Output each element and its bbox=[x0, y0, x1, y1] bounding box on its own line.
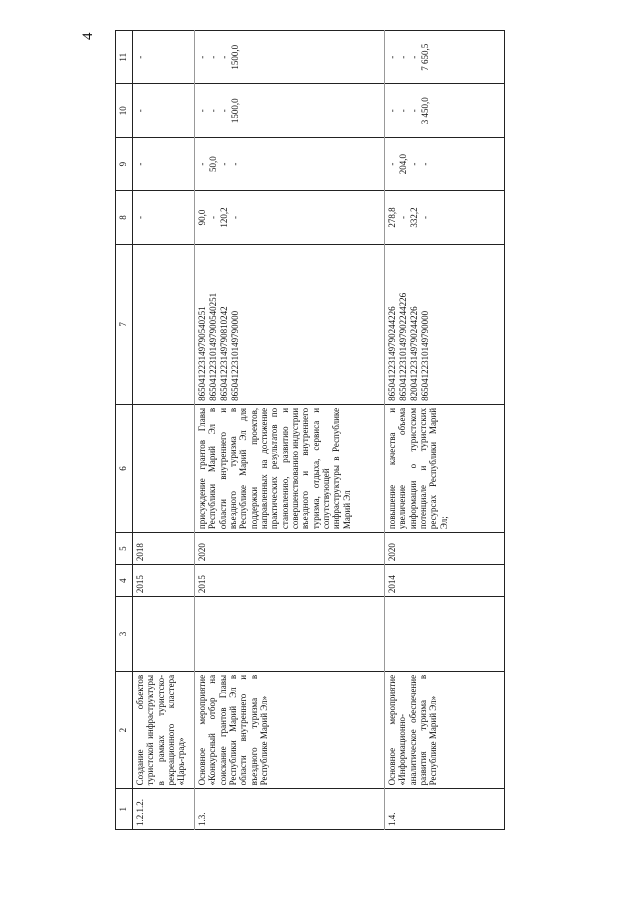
amount: - bbox=[197, 109, 207, 113]
amount: 1500,0 bbox=[230, 98, 240, 124]
amounts-col-8 bbox=[385, 191, 505, 244]
budget-code: 865041223101497900540251 bbox=[208, 292, 218, 401]
amount: - bbox=[208, 109, 218, 113]
row-number: 1.2.1.2. bbox=[133, 789, 195, 830]
col-header-3: 3 bbox=[116, 597, 133, 672]
amount: 332,2 bbox=[409, 207, 419, 228]
budget-code: 86504122310149790000 bbox=[420, 310, 430, 401]
budget-code: 865041223149790244226 bbox=[387, 306, 397, 401]
row-number: 1.4. bbox=[385, 789, 505, 830]
amounts-col-11 bbox=[133, 31, 195, 84]
budget-code: 820041223149790244226 bbox=[409, 306, 419, 401]
budget-code bbox=[135, 248, 146, 401]
amount: 90,0 bbox=[197, 209, 207, 226]
amounts-col-11 bbox=[385, 31, 505, 84]
executor bbox=[133, 597, 195, 672]
col-header-7: 7 bbox=[116, 244, 133, 404]
amount: - bbox=[135, 162, 145, 166]
amount: - bbox=[135, 216, 145, 219]
col-header-10: 10 bbox=[116, 84, 133, 137]
start-year: 2015 bbox=[195, 565, 385, 597]
amount: - bbox=[197, 55, 207, 59]
amounts-col-11 bbox=[195, 31, 385, 84]
header-row bbox=[116, 31, 133, 830]
amount: 7 650,5 bbox=[420, 43, 430, 71]
amount: - bbox=[135, 55, 145, 59]
measure-name: Основное мероприятие «Информационно-аналитическое обеспечение развития туризма в Республике Марий Эл» bbox=[385, 671, 505, 789]
table-row bbox=[133, 31, 195, 830]
amount: 120,2 bbox=[219, 207, 229, 228]
amount: - bbox=[230, 216, 240, 219]
amount: - bbox=[219, 55, 229, 59]
amount: - bbox=[387, 109, 397, 113]
amounts-col-10 bbox=[195, 84, 385, 137]
end-year: 2020 bbox=[385, 533, 505, 565]
amount: - bbox=[208, 55, 218, 59]
table-row bbox=[195, 31, 385, 830]
amount: 3 450,0 bbox=[420, 97, 430, 125]
expected-result: присуждение грантов Главы Республики Марий Эл в области внутреннего и въездного туризма в Республике Марий Эл для поддержки проектов, направленных на достижение практических результатов по становлению, развитию и совершенствованию индустрии въездного и внутреннего туризма, отдыха, сервиса и сопутствующей инфраструктуры в Республике Марий Эл bbox=[195, 404, 385, 532]
amounts-col-8 bbox=[133, 191, 195, 244]
amounts-col-9 bbox=[385, 137, 505, 190]
amounts-col-9 bbox=[195, 137, 385, 190]
table-row bbox=[385, 31, 505, 830]
end-year: 2020 bbox=[195, 533, 385, 565]
amount: - bbox=[230, 162, 240, 166]
end-year: 2018 bbox=[133, 533, 195, 565]
amounts-col-10 bbox=[133, 84, 195, 137]
col-header-11: 11 bbox=[116, 31, 133, 84]
amount: - bbox=[409, 109, 419, 113]
amount: - bbox=[219, 162, 229, 166]
amount: - bbox=[197, 162, 207, 166]
row-number: 1.3. bbox=[195, 789, 385, 830]
amount: 204,0 bbox=[398, 153, 408, 175]
amount: - bbox=[387, 162, 397, 166]
expected-result: повышение качества и увеличение объема информации о туристском потенциале и туристских ресурсах Республики Марий Эл; bbox=[385, 404, 505, 532]
amount: 278,8 bbox=[387, 207, 397, 228]
page-number: 4 bbox=[80, 32, 96, 40]
col-header-2: 2 bbox=[116, 671, 133, 789]
col-header-6: 6 bbox=[116, 404, 133, 532]
amount: - bbox=[398, 109, 408, 113]
program-table-sheet bbox=[115, 30, 525, 830]
budget-codes bbox=[385, 244, 505, 404]
amount: - bbox=[420, 216, 430, 219]
amount: - bbox=[398, 55, 408, 59]
amount: - bbox=[135, 109, 145, 113]
amount: - bbox=[420, 162, 430, 166]
amount: - bbox=[398, 216, 408, 219]
measure-name: Основное мероприятие «Конкурсный отбор на соискание грантов Главы Республики Марий Эл в области внутреннего и въездного туризма в Республике Марий Эл» bbox=[195, 671, 385, 789]
amounts-col-10 bbox=[385, 84, 505, 137]
start-year: 2014 bbox=[385, 565, 505, 597]
budget-code: 865041223149790810242 bbox=[219, 306, 229, 401]
measure-name: Создание объектов туристской инфраструктуры в рамках туристско-рекреационного кластера «Царь-град» bbox=[133, 671, 195, 789]
budget-code: 865041223101497902244226 bbox=[398, 292, 408, 401]
budget-code: 86504122310149790000 bbox=[230, 310, 240, 401]
amount: - bbox=[208, 216, 218, 219]
col-header-8: 8 bbox=[116, 191, 133, 244]
amount: 1500,0 bbox=[230, 44, 240, 70]
amount: - bbox=[387, 55, 397, 59]
program-table bbox=[115, 30, 505, 830]
amount: - bbox=[219, 109, 229, 113]
amount: 50,0 bbox=[208, 156, 218, 172]
budget-code: 865041223149790540251 bbox=[197, 306, 207, 401]
amounts-col-9 bbox=[133, 137, 195, 190]
col-header-1: 1 bbox=[116, 789, 133, 830]
col-header-4: 4 bbox=[116, 565, 133, 597]
budget-codes bbox=[133, 244, 195, 404]
executor bbox=[195, 597, 385, 672]
expected-result bbox=[133, 404, 195, 532]
col-header-9: 9 bbox=[116, 137, 133, 190]
col-header-5: 5 bbox=[116, 533, 133, 565]
amount: - bbox=[409, 55, 419, 59]
start-year: 2015 bbox=[133, 565, 195, 597]
budget-codes bbox=[195, 244, 385, 404]
amounts-col-8 bbox=[195, 191, 385, 244]
amount: - bbox=[409, 162, 419, 166]
executor bbox=[385, 597, 505, 672]
